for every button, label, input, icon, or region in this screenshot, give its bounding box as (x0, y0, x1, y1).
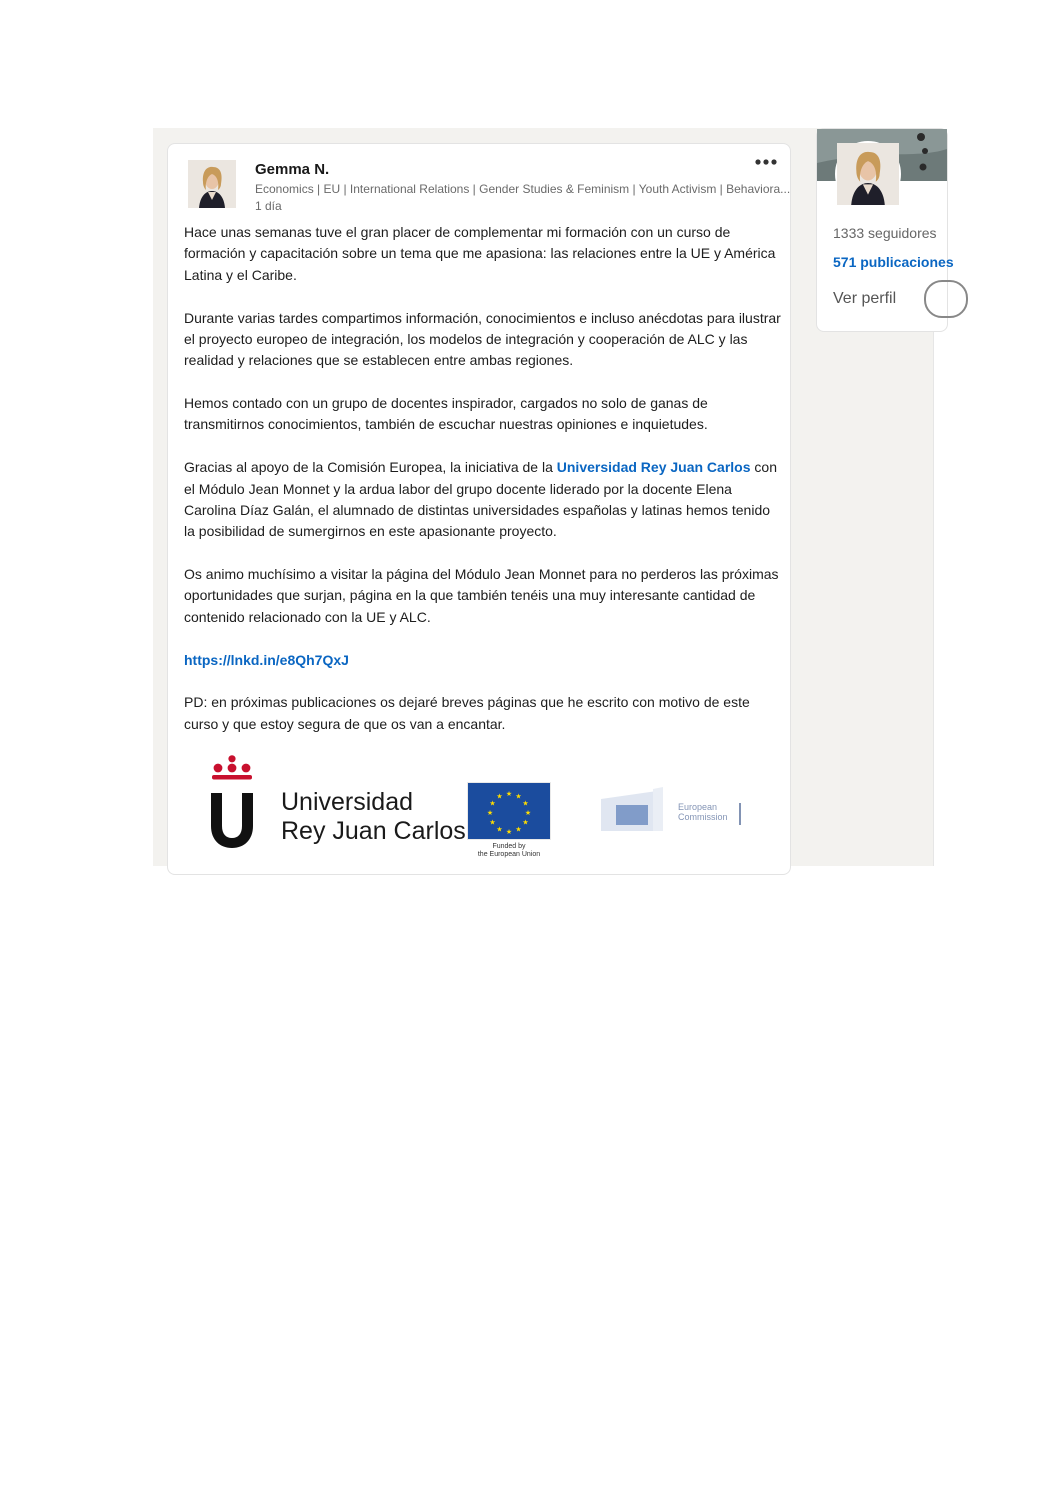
eu-caption-line-1: Funded by (492, 843, 526, 850)
svg-text:★: ★ (515, 825, 522, 834)
eu-stars-icon (468, 783, 550, 839)
svg-text:★: ★ (522, 818, 529, 827)
european-commission-icon (601, 787, 751, 837)
svg-text:★: ★ (505, 790, 513, 798)
post-paragraph (184, 457, 782, 543)
ec-line-2: Commission (678, 812, 728, 822)
svg-text:★: ★ (505, 828, 513, 836)
post-text: con el Módulo Jean Monnet y la ardua labor del grupo docente liderado por la docente Elena Carolina Díaz Galán, el alumnado de distintas universidades españolas y latinas hemos tenido la posibilidad de sumergirnos en este apasionante proyecto. (184, 459, 777, 540)
urjc-crown-logo-icon (208, 755, 256, 849)
profile-avatar-image (837, 143, 899, 205)
svg-text:★: ★ (496, 825, 503, 834)
author-avatar-image (188, 160, 236, 208)
author-headline: Economics | EU | International Relations | Gender Studies & Feminism | Youth Activism | Behaviora... (255, 182, 791, 196)
eu-caption-line-2: the European Union (477, 851, 541, 858)
ec-wordmark (678, 802, 728, 822)
university-mention-link[interactable]: Universidad Rey Juan Carlos (556, 459, 751, 476)
post-paragraph: Os animo muchísimo a visitar la página del Módulo Jean Monnet para no perderos las próximas oportunidades que surjan, página en la que también tenéis una muy interesante cantidad de contenido relacionado con la UE y ALC. (184, 566, 779, 625)
post-timestamp: 1 día (255, 199, 282, 213)
svg-text:★: ★ (522, 799, 529, 808)
post-paragraph: Durante varias tardes compartimos información, conocimientos e incluso anécdotas para ilustrar el proyecto europeo de integración, los modelos de integración y cooperación de ALC y las realidad y relaciones que se establecen entre ambas regiones. (184, 309, 781, 369)
svg-text:★: ★ (496, 792, 503, 801)
post-image-logos[interactable] (168, 752, 790, 862)
ec-line-1: European (678, 802, 718, 812)
eu-flag-icon (467, 782, 551, 840)
urjc-wordmark (281, 788, 466, 846)
svg-text:★: ★ (489, 799, 496, 808)
ellipsis-icon (754, 158, 778, 166)
funded-by-eu-logo (467, 782, 551, 868)
post-paragraph: PD: en próximas publicaciones os dejaré breves páginas que he escrito con motivo de este curso y que estoy segura de que os van a encantar. (184, 694, 750, 732)
svg-text:★: ★ (489, 818, 496, 827)
post-text: Gracias al apoyo de la Comisión Europea, la iniciativa de la (184, 459, 557, 476)
linkedin-screenshot (153, 128, 954, 866)
post-paragraph: Hemos contado con un grupo de docentes inspirador, cargados no solo de ganas de transmitirnos conocimientos, también de escuchar nuestras opiniones e inquietudes. (184, 395, 708, 433)
post-options-button[interactable] (752, 150, 780, 174)
post-body (184, 222, 782, 756)
svg-text:★: ★ (524, 809, 532, 817)
eu-caption (467, 843, 551, 859)
urjc-line-1: Universidad (281, 788, 414, 816)
post-paragraph: Hace unas semanas tuve el gran placer de complementar mi formación con un curso de formación y capacitación sobre un tema que me apasiona: las relaciones entre la UE y América Latina y el Caribe. (184, 224, 776, 283)
svg-text:★: ★ (515, 792, 522, 801)
view-profile-link[interactable]: Ver perfil (833, 290, 897, 307)
profile-posts-link[interactable]: 571 publicaciones (833, 254, 954, 270)
post-link-paragraph (184, 650, 782, 671)
profile-followers-count: 1333 seguidores (833, 225, 937, 241)
urjc-line-2: Rey Juan Carlos (281, 817, 466, 845)
author-avatar[interactable] (188, 160, 236, 208)
author-profile-card (816, 128, 954, 332)
european-commission-logo (601, 787, 751, 837)
post-url-link[interactable]: https://lnkd.in/e8Qh7QxJ (184, 651, 349, 668)
post-card (167, 143, 791, 875)
svg-text:★: ★ (486, 809, 494, 817)
author-name[interactable]: Gemma N. (255, 161, 330, 178)
follow-button[interactable] (924, 280, 968, 318)
profile-avatar[interactable] (835, 141, 901, 207)
